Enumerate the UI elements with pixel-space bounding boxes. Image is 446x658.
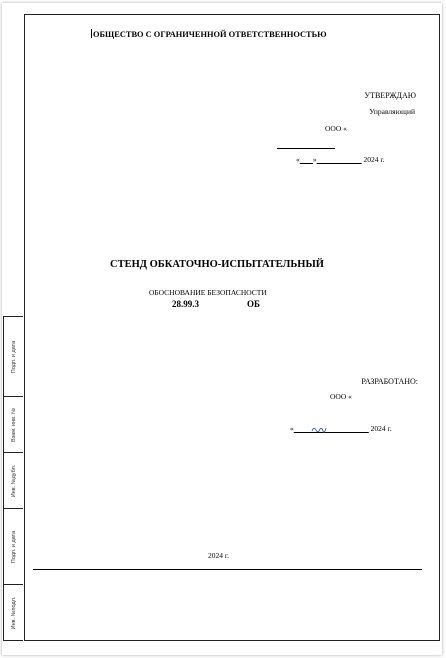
side-cell-replace-inv <box>4 397 23 453</box>
bottom-rule <box>33 569 422 570</box>
date-year: 2024 г. <box>370 424 392 433</box>
approval-date <box>296 155 384 164</box>
date-blank <box>294 424 369 433</box>
developer-date <box>290 424 392 433</box>
date-month-blank <box>317 155 362 164</box>
company-text: ОБЩЕСТВО С ОГРАНИЧЕННОЙ ОТВЕТСТВЕННОСТЬЮ <box>93 30 327 39</box>
side-cell-label: Взам. инв. № <box>10 407 17 442</box>
side-cell-label: Инв. №подл. <box>10 596 17 630</box>
developer-org: ООО « <box>330 392 352 401</box>
signature-scribble <box>311 425 327 433</box>
developer-title: РАЗРАБОТАНО: <box>361 377 418 386</box>
date-year: 2024 г. <box>363 155 385 164</box>
side-cell-sign-date <box>4 317 23 397</box>
document-title: СТЕНД ОБКАТОЧНО-ИСПЫТАТЕЛЬНЫЙ <box>110 259 324 270</box>
document-code-suffix: ОБ <box>247 299 260 309</box>
document-subtitle: ОБОСНОВАНИЕ БЕЗОПАСНОСТИ <box>149 288 267 297</box>
approval-signature-line <box>277 148 335 149</box>
footer-year: 2024 г. <box>208 551 229 560</box>
document-code-prefix: 28.99.3 <box>172 299 199 309</box>
side-cell-orig-inv <box>4 585 23 641</box>
approval-title: УТВЕРЖДАЮ <box>364 91 416 100</box>
side-cell-dup-inv <box>4 453 23 509</box>
company-name <box>91 29 327 39</box>
text-cursor <box>91 29 92 38</box>
date-quote-open: « <box>290 424 294 433</box>
date-quote-close: » <box>312 155 317 164</box>
approval-org: ООО « <box>325 124 347 133</box>
side-cell-label: Инв. №дубл. <box>10 464 17 497</box>
document-code <box>172 299 260 309</box>
date-day-blank <box>300 155 313 164</box>
approval-role: Управляющий <box>369 107 415 116</box>
side-cell-label: Подп. и дата <box>10 530 17 563</box>
date-quote-open: « <box>296 155 300 164</box>
side-stamp <box>3 316 23 641</box>
side-cell-label: Подп. и дата <box>10 340 17 373</box>
side-cell-sign-date-2 <box>4 509 23 585</box>
